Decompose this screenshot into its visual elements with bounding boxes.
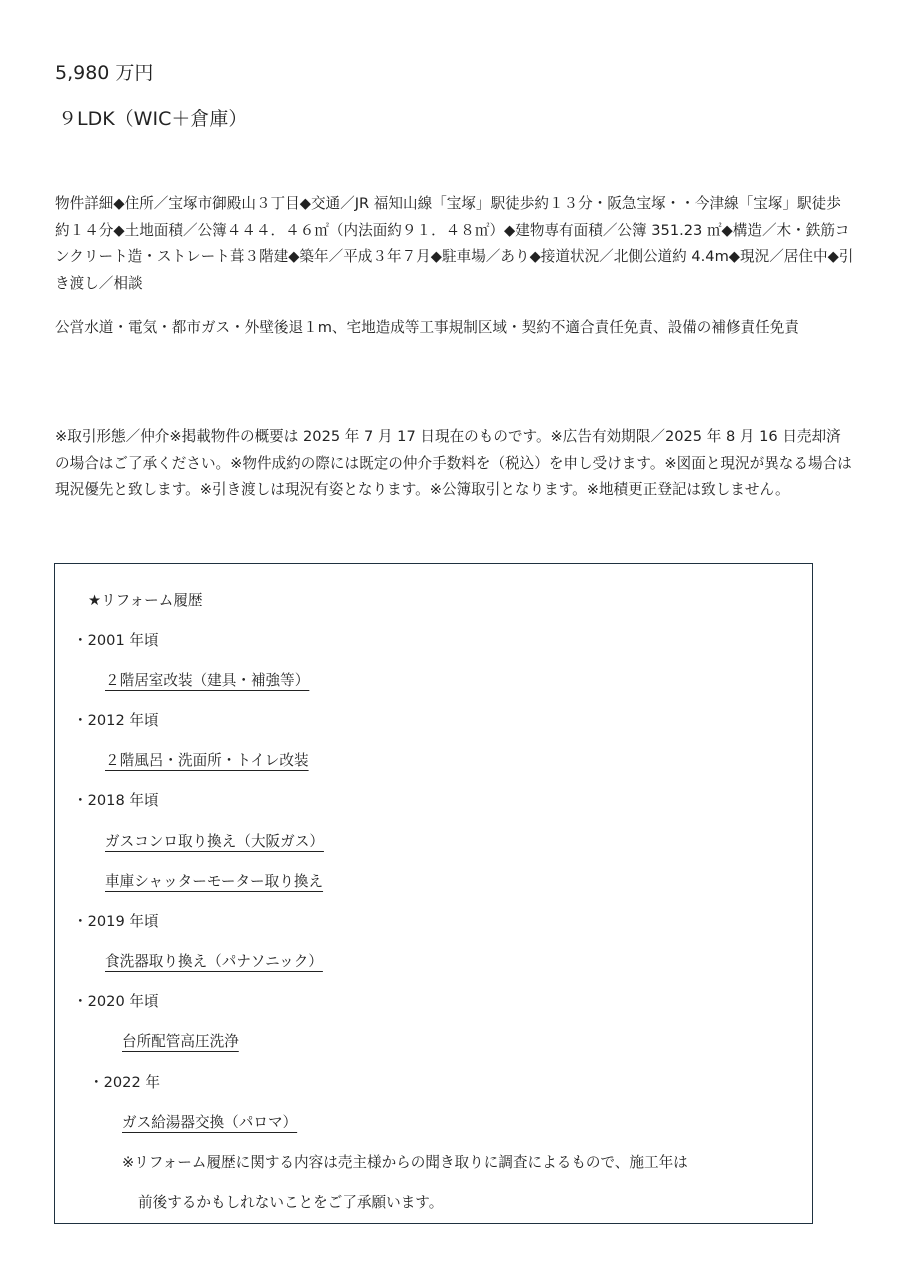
reform-item: ガス給湯器交換（パロマ） [122,1114,298,1131]
facilities-info: 公営水道・電気・都市ガス・外壁後退１m、宅地造成等工事規制区域・契約不適合責任免責、設備の補修責任免責 [55,319,799,336]
reform-year-2018: ・2018 年頃 [73,792,159,809]
property-details: 物件詳細◆住所／宝塚市御殿山３丁目◆交通／JR 福知山線「宝塚」駅徒歩約１３分・阪急宝塚・・今津線「宝塚」駅徒歩約１４分◆土地面積／公簿４４４．４６㎡（内法面約９１．４８㎡）◆建物専有面積／公簿 351.23 ㎡◆構造／木・鉄筋コンクリート造・ストレート葺３階建◆築年／平成３年７月◆駐車場／あり◆接道状況／北側公道約 4.4m◆現況／居住中◆引き渡し／相談 [55,195,854,292]
price: 5,980 万円 [55,62,154,84]
reform-disclaimer: ※リフォーム履歴に関する内容は売主様からの聞き取りに調査によるもので、施工年は [122,1154,688,1171]
reform-item: ２階居室改装（建具・補強等） [105,672,310,689]
reform-item: ２階風呂・洗面所・トイレ改装 [105,752,309,769]
reform-year-2020: ・2020 年頃 [73,993,159,1010]
reform-disclaimer: 前後するかもしれないことをご了承願います。 [138,1194,444,1211]
reform-item: 台所配管高圧洗浄 [122,1033,239,1050]
reform-year-2022: ・2022 年 [89,1074,160,1091]
reform-year-2019: ・2019 年頃 [73,913,159,930]
floor-plan-type: ９LDK（WIC＋倉庫） [58,108,248,130]
transaction-notes: ※取引形態／仲介※掲載物件の概要は 2025 年 7 月 17 日現在のものです。※広告有効期限／2025 年 8 月 16 日売却済の場合はご了承ください。※物件成約の際には既定の仲介手数料を（税込）を申し受けます。※図面と現況が異なる場合は現況優先と致します。※引き渡しは現況有姿となります。※公簿取引となります。※地積更正登記は致しません。 [55,428,852,498]
reform-history-title: ★リフォーム履歴 [88,592,203,609]
reform-item: ガスコンロ取り換え（大阪ガス） [105,833,324,850]
reform-history-box [54,563,813,1224]
reform-year-2001: ・2001 年頃 [73,632,159,649]
reform-year-2012: ・2012 年頃 [73,712,159,729]
reform-item: 食洗器取り換え（パナソニック） [105,953,323,970]
reform-item: 車庫シャッターモーター取り換え [105,873,324,890]
